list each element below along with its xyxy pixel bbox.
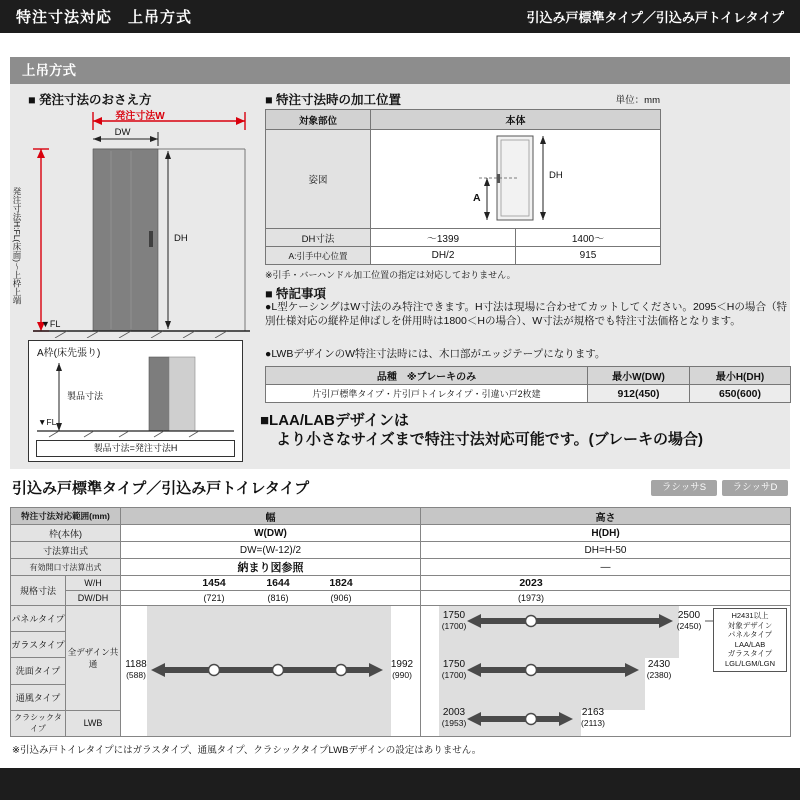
brake-min-h: 650(600): [690, 385, 791, 403]
row-label-figure: 姿図: [266, 130, 371, 229]
standard-widths-paren-row: [121, 591, 421, 606]
width-range-chart: [121, 606, 421, 737]
custom-dimension-range-table: [10, 507, 791, 737]
special-notes-heading: ■ 特記事項: [265, 287, 327, 301]
processing-heading: ■ 特注寸法時の加工位置: [265, 93, 402, 107]
width-opening-value: 納まり図参照: [121, 559, 421, 576]
width-formula: DW=(W-12)/2: [121, 542, 421, 559]
height-bar3-min-label: 2003 (1953): [441, 707, 467, 728]
section2-title: 引込み戸標準タイプ／引込み戸トイレタイプ: [12, 480, 310, 497]
brake-col-min-w: 最小W(DW): [588, 367, 690, 385]
order-height-arrow: [33, 149, 49, 331]
order-height-label: 発注寸法H:FL(床面)～上枠上端: [12, 187, 22, 305]
special-note-2: ●LWBデザインのW特注寸法時には、木口部がエッジテープになります。: [265, 348, 606, 360]
dh-label: DH: [174, 233, 188, 244]
design-row-classic: クラシックタイプ: [11, 710, 66, 736]
fl-label: ▼FL: [41, 319, 61, 329]
product-equals-order-caption: 製品寸法=発注寸法H: [36, 440, 235, 457]
standard-height-1-paren: (1973): [517, 593, 545, 603]
handle-center-2: 915: [516, 247, 661, 265]
series-tag-lasissa-s: ラシッサS: [651, 480, 717, 496]
width-header: 幅: [121, 508, 421, 525]
range-header: 特注寸法対応範囲(mm): [11, 508, 121, 525]
width-min-label: 1188 (588): [125, 659, 147, 680]
floor-line: [37, 431, 234, 437]
height-bar2-min-label: 1750 (1700): [441, 659, 467, 680]
laa-note-line2: より小さなサイズまで特注寸法対応可能です。(ブレーキの場合): [276, 431, 703, 448]
section-top-hung-panel: [10, 57, 790, 469]
a-arrow: [484, 178, 490, 220]
row-label-dh: DH寸法: [266, 229, 371, 247]
height-bar3-max-label: 2163 (2113): [581, 707, 605, 728]
toilet-type-footnote: ※引込み戸トイレタイプにはガラスタイプ、通風タイプ、クラシックタイプLWBデザインの設定はありません。: [12, 745, 482, 756]
door-figure-cell: [371, 130, 661, 229]
product-height-arrow: [56, 363, 62, 431]
order-width-label: 発注寸法W: [115, 111, 165, 122]
fl-label-2: ▼FL: [38, 417, 57, 427]
width-max-label: 1992 (990): [390, 659, 414, 680]
laa-note-line1: ■LAA/LABデザインは: [260, 412, 409, 429]
dh-arrow: [165, 151, 171, 329]
a-frame-title: A枠(床先張り): [37, 348, 101, 359]
special-note-1: ●L型ケーシングはW寸法のみ特注できます。H寸法は現場に合わせてカットしてください。2095＜Hの場合（特別仕様対応の縦枠足伸ばしを併用時は1800＜Hの場合）、W寸法が規格でも特注寸法価格となります。: [265, 301, 787, 328]
height-header: 高さ: [421, 508, 791, 525]
standard-height-1: 2023: [519, 577, 543, 589]
standard-width-2-paren: (816): [267, 593, 289, 603]
brake-col-kind: 品種 ※ブレーキのみ: [266, 367, 588, 385]
h2431-design-note: H2431以上 対象デザイン パネルタイプ LAA/LAB ガラスタイプ LGL/LGM/LGN: [713, 608, 787, 672]
height-range-chart: [421, 606, 791, 737]
standard-height-row: [421, 576, 791, 591]
brake-col-min-h: 最小H(DH): [690, 367, 791, 385]
bottom-footer-bar: [0, 768, 800, 800]
processing-position-table: [265, 109, 661, 265]
order-method-heading: ■ 発注寸法のおさえ方: [28, 93, 152, 107]
frame-row-label: 枠(本体): [11, 525, 121, 542]
width-range-bar-chart: [121, 606, 421, 736]
unit-label: 単位：mm: [615, 95, 660, 106]
dh-range-1: ～1399: [371, 229, 516, 247]
dwdh-sublabel: DW/DH: [66, 591, 121, 606]
height-formula: DH=H-50: [421, 542, 791, 559]
row-label-handle-center: A:引手中心位置: [266, 247, 371, 265]
door-section: [149, 357, 195, 431]
height-bar1-min-label: 1750 (1700): [441, 610, 467, 631]
opening-row-label: 有効開口寸法算出式: [11, 559, 121, 576]
col-header-body: 本体: [371, 110, 661, 130]
all-design-common-label: 全デザイン共通: [66, 606, 121, 711]
height-bar1-max-label: 2500 (2450): [676, 610, 702, 631]
door-figure: [371, 130, 661, 225]
design-row-ventilation: 通風タイプ: [11, 684, 66, 710]
page-title-left: 特注寸法対応 上吊方式: [16, 9, 193, 26]
dw-label: DW: [114, 127, 131, 138]
height-bar2-max-label: 2430 (2380): [646, 659, 672, 680]
dh-range-2: 1400～: [516, 229, 661, 247]
wh-sublabel: W/H: [66, 576, 121, 591]
section-title: 上吊方式: [10, 57, 790, 84]
figure-a-label: A: [473, 192, 481, 204]
col-header-part: 対象部位: [266, 110, 371, 130]
handle-center-1: DH/2: [371, 247, 516, 265]
height-opening-value: ―: [421, 559, 791, 576]
order-dimension-diagram: [25, 103, 260, 338]
brake-min-w: 912(450): [588, 385, 690, 403]
floor-line: [33, 331, 250, 338]
design-row-panel: パネルタイプ: [11, 606, 66, 632]
standard-width-3-paren: (906): [330, 593, 352, 603]
formula-row-label: 寸法算出式: [11, 542, 121, 559]
standard-height-paren-row: [421, 591, 791, 606]
design-row-glass: ガラスタイプ: [11, 632, 66, 658]
height-range-zone-1: [439, 606, 679, 658]
brake-minimum-table: [265, 366, 791, 403]
frame-width-value: W(DW): [121, 525, 421, 542]
page-title-right: 引込み戸標準タイプ／引込み戸トイレタイプ: [526, 10, 784, 25]
lwb-label: LWB: [66, 710, 121, 736]
dh-arrow: [540, 136, 546, 220]
standard-width-1-paren: (721): [203, 593, 225, 603]
standard-width-2: 1644: [266, 577, 290, 589]
brake-kind: 片引戸標準タイプ・片引戸トイレタイプ・引違い戸2枚建: [266, 385, 588, 403]
a-frame-detail-box: [28, 340, 243, 462]
top-header-bar: [0, 0, 800, 33]
series-tag-lasissa-d: ラシッサD: [722, 480, 788, 496]
standard-width-3: 1824: [329, 577, 353, 589]
design-row-washroom: 洗面タイプ: [11, 658, 66, 684]
product-dimension-label: 製品寸法: [67, 391, 104, 401]
standard-widths-row: [121, 576, 421, 591]
standard-size-label: 規格寸法: [11, 576, 66, 606]
frame-height-value: H(DH): [421, 525, 791, 542]
door-panel: [93, 149, 245, 331]
handle-note: ※引手・バーハンドル加工位置の指定は対応しておりません。: [265, 270, 516, 280]
standard-width-1: 1454: [202, 577, 226, 589]
figure-dh-label: DH: [549, 170, 563, 181]
